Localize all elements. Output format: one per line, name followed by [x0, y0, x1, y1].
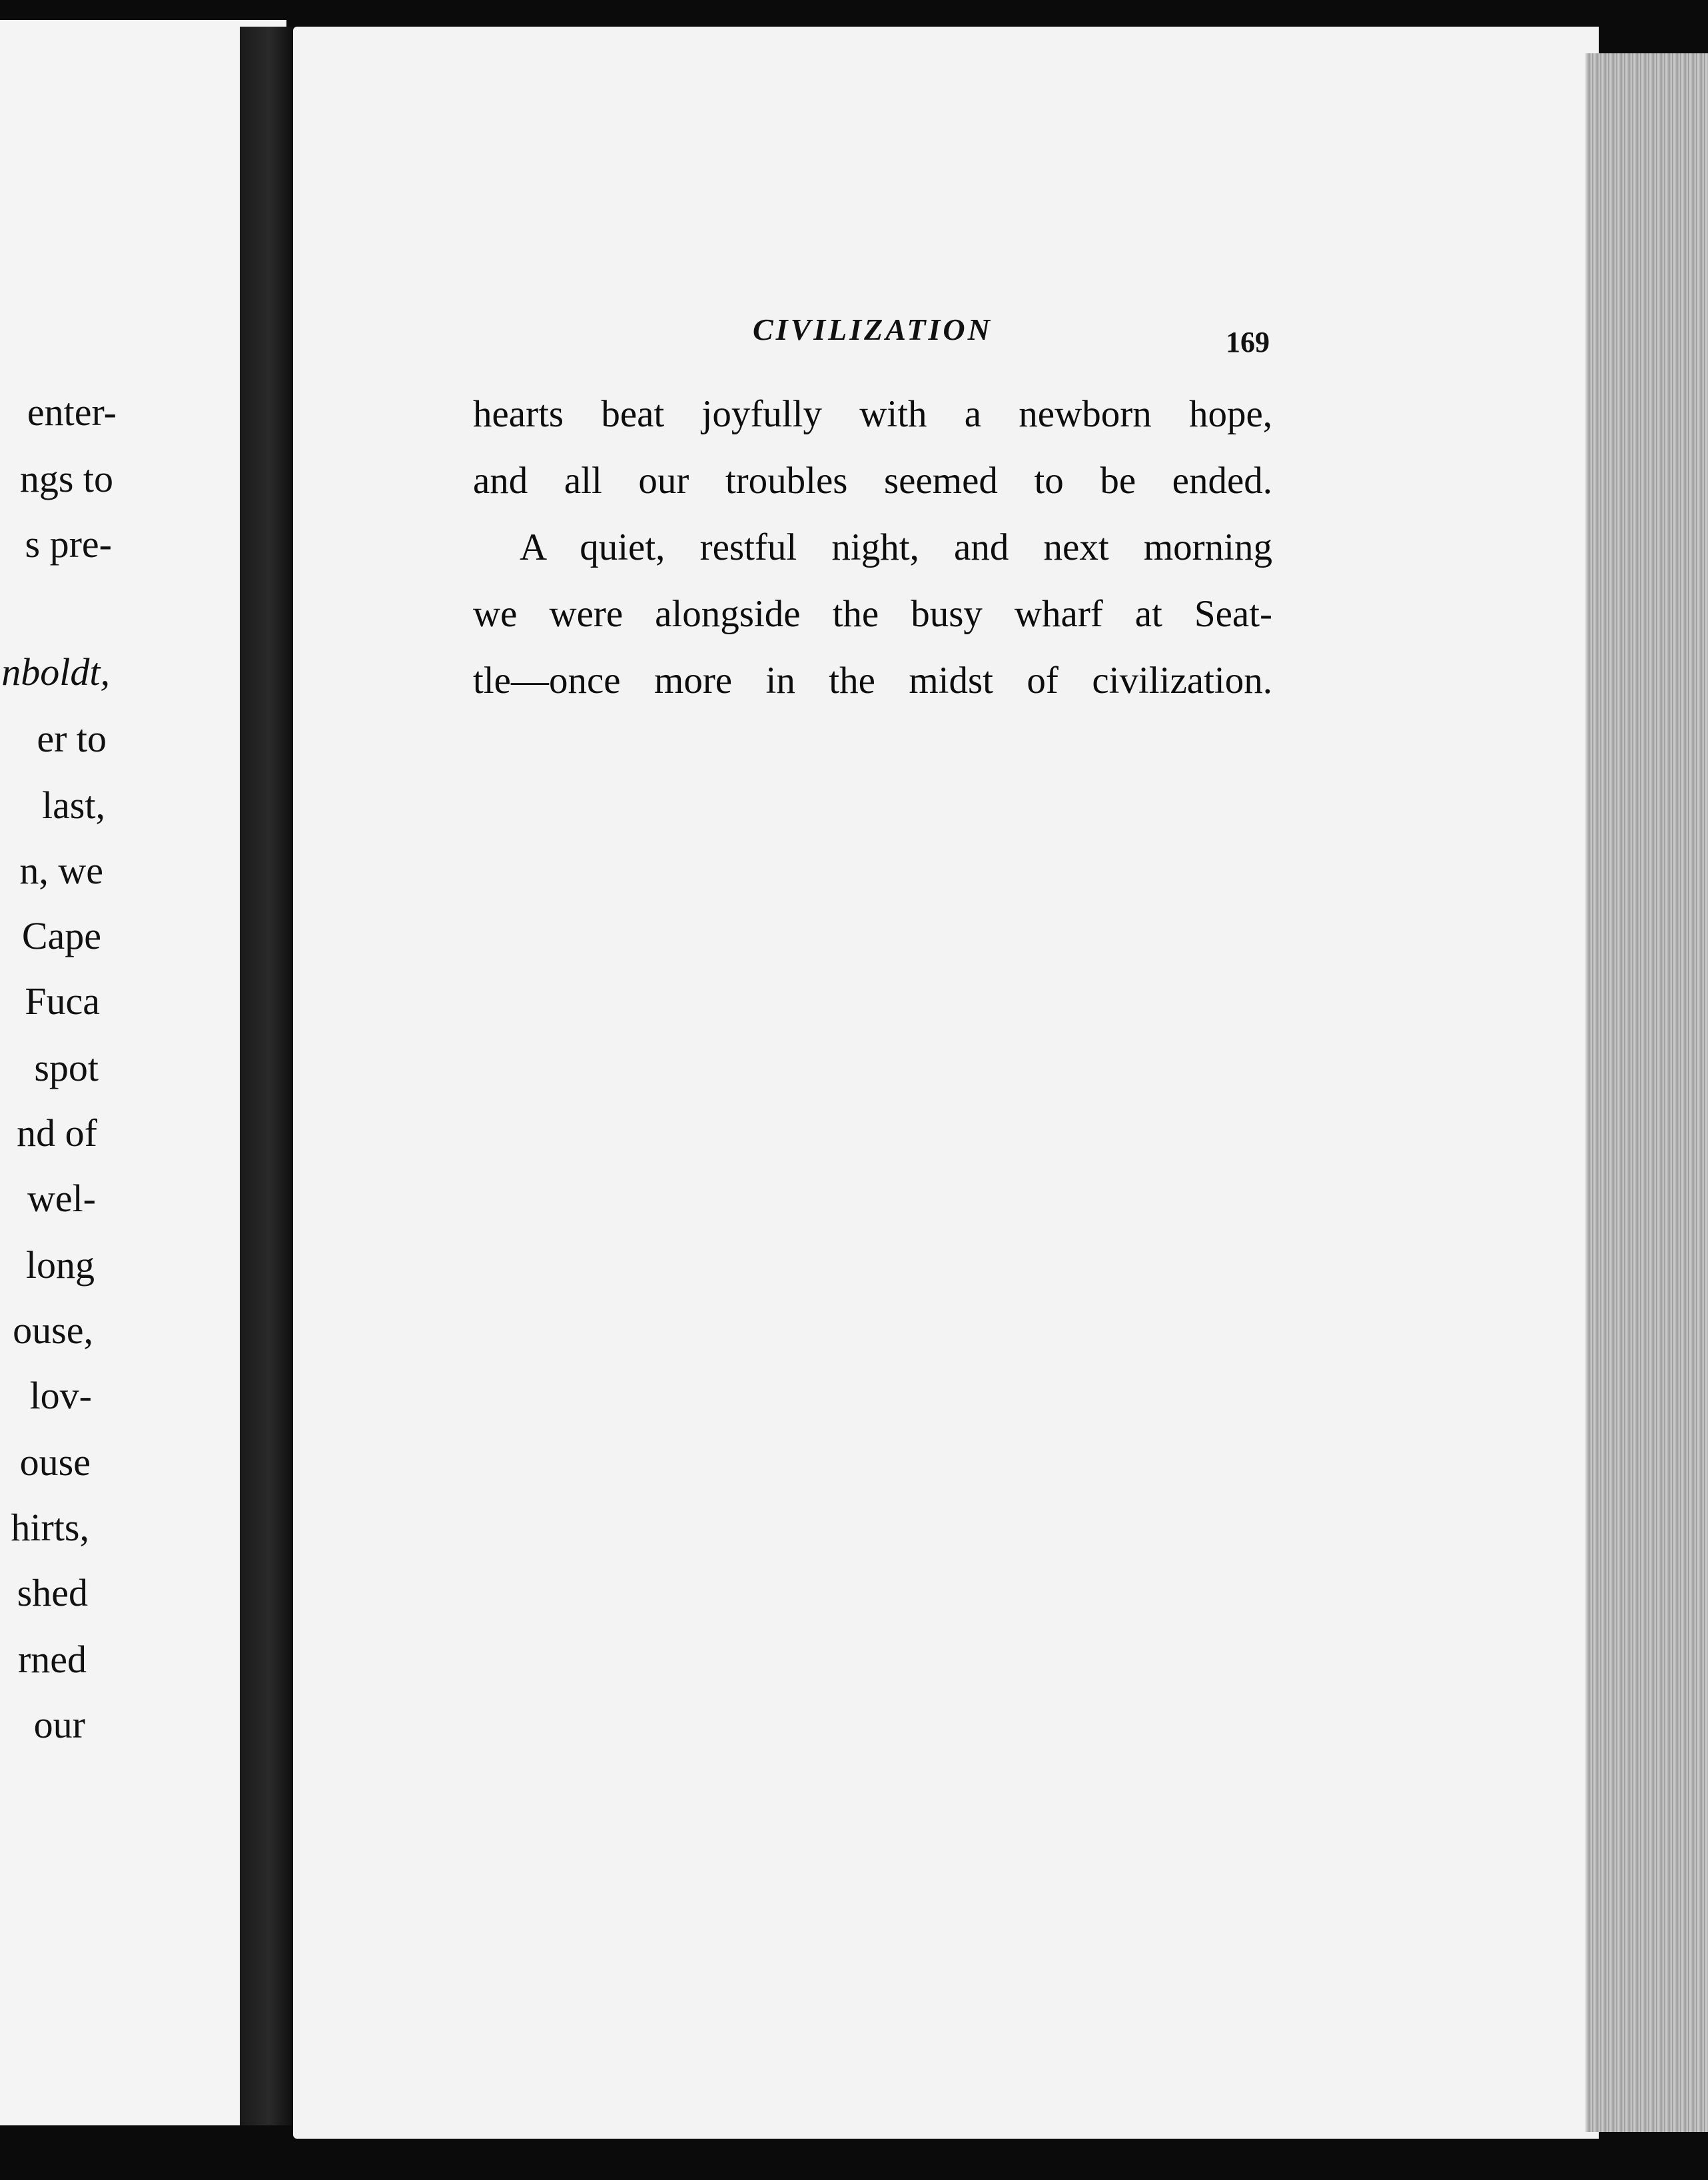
text-line: tle—once more in the midst of civilization.: [473, 660, 1272, 702]
left-page-line: n, we: [19, 849, 103, 892]
left-page-line: our: [33, 1703, 85, 1746]
left-page-line: s pre-: [25, 522, 112, 566]
page-edges: [1585, 53, 1708, 2132]
left-page-line: lov-: [29, 1374, 92, 1417]
left-page-line: shed: [17, 1571, 88, 1614]
left-page-line: long: [25, 1243, 95, 1287]
left-page-line: nboldt,: [1, 650, 110, 694]
left-page-line: last,: [41, 784, 105, 827]
left-page-line: Fuca: [25, 979, 100, 1023]
page-body: [473, 381, 1272, 714]
left-page-line: wel-: [27, 1177, 96, 1220]
left-page-line: ouse,: [13, 1309, 93, 1352]
left-page-line: enter-: [27, 390, 117, 434]
left-page-line: ngs to: [19, 457, 113, 500]
left-page-line: nd of: [17, 1111, 97, 1155]
text-line: A quiet, restful night, and next morning: [520, 526, 1272, 568]
text-line: we were alongside the busy wharf at Seat-: [473, 593, 1272, 635]
text-line: hearts beat joyfully with a newborn hope,: [473, 393, 1272, 435]
left-page-line: rned: [17, 1638, 87, 1681]
left-page-line: ouse: [19, 1440, 91, 1484]
left-page-line: hirts,: [11, 1506, 89, 1549]
left-page-line: er to: [37, 717, 107, 760]
text-line: and all our troubles seemed to be ended.: [473, 460, 1272, 502]
left-page-line: spot: [34, 1046, 99, 1089]
running-head: CIVILIZATION: [753, 312, 993, 346]
left-page-line: Cape: [21, 914, 101, 957]
page-number: 169: [1226, 326, 1270, 358]
